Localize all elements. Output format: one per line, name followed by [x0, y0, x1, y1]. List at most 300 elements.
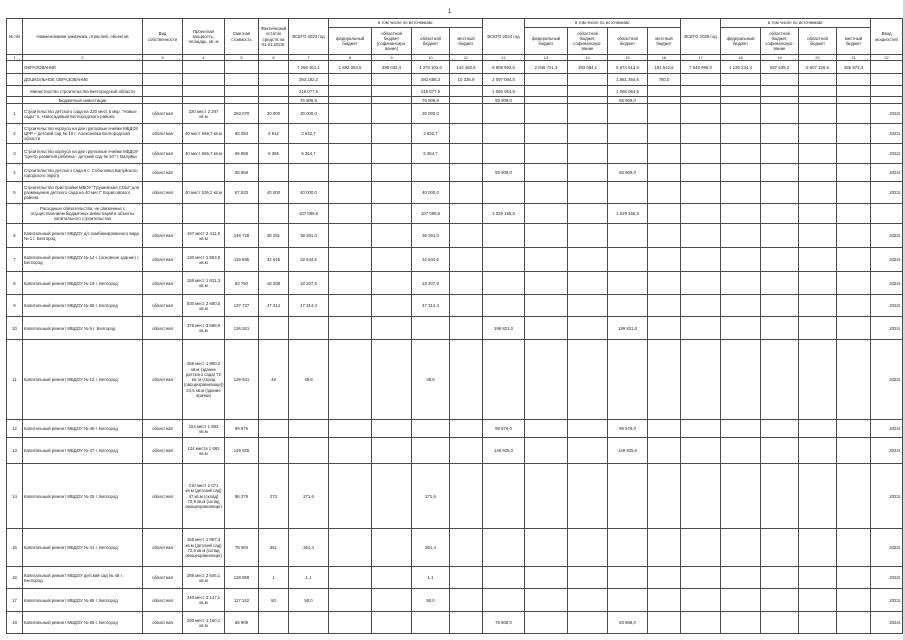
total-2024 [483, 567, 525, 589]
row-number: 12 [7, 420, 23, 438]
remaining-funds: 1 [259, 567, 289, 589]
column-number: 15 [608, 55, 648, 61]
commission-year: 2022г. [871, 124, 903, 144]
header-capacity: Проектная мощность, площадь, кв. м [183, 19, 225, 55]
empty-cell [525, 224, 568, 248]
total-2024 [483, 124, 525, 144]
regional-2023: 47 314,4 [412, 295, 450, 317]
amount-cell: 1 065 064,5 [483, 86, 525, 97]
empty-cell [871, 74, 903, 86]
empty-cell [648, 612, 681, 634]
empty-cell [681, 612, 721, 634]
remaining-funds: 2 912 [259, 124, 289, 144]
estimated-cost: 56 868 [225, 144, 259, 164]
regional-2023: 1,1 [412, 567, 450, 589]
amount-cell [450, 97, 483, 104]
total-2023: 40 000,0 [289, 182, 329, 204]
total-2023: 107 099,6 [289, 204, 329, 224]
empty-cell [183, 61, 225, 74]
empty-cell [871, 61, 903, 74]
empty-cell [183, 204, 225, 224]
empty-cell [183, 86, 225, 97]
commission-year: 2023г. [871, 104, 903, 124]
empty-cell [329, 612, 372, 634]
empty-cell [681, 272, 721, 295]
regional-2024: 83 868,0 [608, 612, 648, 634]
table-row [7, 317, 903, 340]
empty-cell [681, 464, 721, 529]
column-number: 9 [372, 55, 412, 61]
empty-cell [799, 144, 837, 164]
empty-cell [568, 144, 608, 164]
empty-cell [568, 182, 608, 204]
empty-cell [799, 104, 837, 124]
amount-cell: 393 084,1 [568, 61, 608, 74]
amount-cell [837, 86, 871, 97]
amount-cell [761, 74, 799, 86]
empty-cell [837, 340, 871, 420]
empty-cell [837, 182, 871, 204]
regional-2024 [608, 182, 648, 204]
empty-cell [568, 248, 608, 272]
empty-cell [329, 204, 372, 224]
subsection-row [7, 204, 903, 224]
empty-cell [721, 295, 761, 317]
remaining-funds: 32 645 [259, 248, 289, 272]
remaining-funds [259, 612, 289, 634]
empty-cell [648, 464, 681, 529]
total-2023: 38 291,0 [289, 224, 329, 248]
header-local-2023: местный бюджет [450, 28, 483, 55]
empty-cell [7, 86, 23, 97]
regional-2023 [412, 164, 450, 182]
object-name: Капитальный ремонт МБДОУ № 12 г. Белгород [23, 340, 143, 420]
row-number: 2 [7, 124, 23, 144]
header-ownership: Вид собственности [143, 19, 183, 55]
header-cofin-2024: областной бюджет, софинансиро-вание [568, 28, 608, 55]
remaining-funds [259, 164, 289, 182]
empty-cell [761, 224, 799, 248]
empty-cell [525, 567, 568, 589]
empty-cell [568, 612, 608, 634]
empty-cell [799, 529, 837, 567]
empty-cell [761, 295, 799, 317]
amount-cell [648, 86, 681, 97]
empty-cell [837, 204, 871, 224]
empty-cell [450, 438, 483, 464]
row-number: 13 [7, 438, 23, 464]
amount-cell: 10 336,9 [450, 74, 483, 86]
ownership: областная [143, 567, 183, 589]
budget-table [6, 18, 903, 634]
total-2023: 271,6 [289, 464, 329, 529]
object-name: Строительство корпуса на две групповые ячейки МБДОУ "Центр развития ребёнка - детский сад № 10" г. Валуйки [23, 144, 143, 164]
empty-cell [225, 61, 259, 74]
subsection-name: Расходные обязательства, не связанные с осуществлением бюджетных инвестиций в объекты капитального строительства [23, 204, 143, 224]
object-name: Строительство детского сада в с. Соболевка Валуйского городского округа [23, 164, 143, 182]
amount-cell [837, 97, 871, 104]
empty-cell [681, 295, 721, 317]
amount-cell [721, 86, 761, 97]
commission-year: 2024г. [871, 164, 903, 182]
empty-cell [837, 464, 871, 529]
amount-cell: 216 077,5 [412, 86, 450, 97]
empty-cell [450, 612, 483, 634]
column-number: 7 [289, 55, 329, 61]
empty-cell [183, 74, 225, 86]
table-row [7, 224, 903, 248]
page-number: 1 [448, 9, 452, 15]
empty-cell [329, 144, 372, 164]
ownership: областная [143, 438, 183, 464]
empty-cell [799, 340, 837, 420]
table-row [7, 164, 903, 182]
amount-cell: 144 482,9 [450, 61, 483, 74]
regional-2023: 6 364,7 [412, 144, 450, 164]
total-2024: 149 925,0 [483, 438, 525, 464]
empty-cell [525, 420, 568, 438]
empty-cell [799, 124, 837, 144]
regional-2024 [608, 124, 648, 144]
estimated-cost: 65 909 [225, 612, 259, 634]
row-number: 9 [7, 295, 23, 317]
empty-cell [525, 182, 568, 204]
row-number: 18 [7, 612, 23, 634]
row-number: 4 [7, 164, 23, 182]
regional-2024: 149 925,0 [608, 438, 648, 464]
empty-cell [799, 295, 837, 317]
regional-2024 [608, 224, 648, 248]
empty-cell [681, 204, 721, 224]
header-reg-2024: областной бюджет [608, 28, 648, 55]
empty-cell [871, 204, 903, 224]
empty-cell [450, 464, 483, 529]
empty-cell [329, 567, 372, 589]
empty-cell [799, 612, 837, 634]
summary-name: Министерство строительства Белгородской области [23, 86, 143, 97]
regional-2024: 55 909,0 [608, 164, 648, 182]
object-name: Капитальный ремонт МБДОУ № 19 г. Белгород [23, 272, 143, 295]
empty-cell [681, 340, 721, 420]
empty-cell [525, 464, 568, 529]
regional-2023 [412, 420, 450, 438]
object-name: Капитальный ремонт МБДОУ № 14 г. (основное здание) г. Белгород [23, 248, 143, 272]
total-2023: 1,1 [289, 567, 329, 589]
row-number: 17 [7, 589, 23, 612]
empty-cell [837, 124, 871, 144]
empty-cell [837, 272, 871, 295]
summary-row [7, 61, 903, 74]
empty-cell [871, 97, 903, 104]
commission-year: 2023г. [871, 567, 903, 589]
total-2023: 361,4 [289, 529, 329, 567]
empty-cell [525, 272, 568, 295]
row-number: 11 [7, 340, 23, 420]
commission-year: 2023г. [871, 295, 903, 317]
object-name: Строительство детского сада на 220 мест в мкр. "Новые сады" п. Новосадовый Белгородского района [23, 104, 143, 124]
empty-cell [681, 248, 721, 272]
commission-year: 2023г. [871, 529, 903, 567]
empty-cell [143, 61, 183, 74]
column-number: 21 [837, 55, 871, 61]
empty-cell [681, 144, 721, 164]
table-row [7, 612, 903, 634]
empty-cell [761, 464, 799, 529]
column-number: 10 [412, 55, 450, 61]
total-2023: 18 207,6 [289, 272, 329, 295]
amount-cell: 55 909,0 [483, 97, 525, 104]
commission-year: 2024г. [871, 420, 903, 438]
empty-cell [837, 438, 871, 464]
column-number: 2 [23, 55, 143, 61]
summary-name: ДОШКОЛЬНОЕ ОБРАЗОВАНИЕ [23, 74, 143, 86]
empty-cell [225, 97, 259, 104]
total-2023: 48,9 [289, 340, 329, 420]
ownership: областная [143, 340, 183, 420]
amount-cell [525, 74, 568, 86]
column-number: 22 [871, 55, 903, 61]
empty-cell [648, 420, 681, 438]
empty-cell [837, 164, 871, 182]
empty-cell [799, 224, 837, 248]
table-row [7, 340, 903, 420]
header-cost: Сметная стоимость [225, 19, 259, 55]
empty-cell [525, 144, 568, 164]
empty-cell [648, 589, 681, 612]
commission-year: 2023г. [871, 589, 903, 612]
estimated-cost: 128 859 [225, 567, 259, 589]
amount-cell: 1 135 234,4 [721, 61, 761, 74]
empty-cell [648, 182, 681, 204]
empty-cell [648, 295, 681, 317]
amount-cell [329, 97, 372, 104]
empty-cell [799, 438, 837, 464]
empty-cell [450, 340, 483, 420]
empty-cell [799, 420, 837, 438]
empty-cell [329, 224, 372, 248]
empty-cell [721, 124, 761, 144]
capacity: 288 мест 2 645,1 кв.м [183, 567, 225, 589]
empty-cell [372, 438, 412, 464]
remaining-funds: 18 208 [259, 272, 289, 295]
empty-cell [225, 204, 259, 224]
empty-cell [372, 420, 412, 438]
empty-cell [225, 86, 259, 97]
empty-cell [837, 104, 871, 124]
ownership: областная [143, 104, 183, 124]
capacity: 154 мест 1 592 кв.м [183, 420, 225, 438]
estimated-cost: 86 279 [225, 464, 259, 529]
empty-cell [681, 182, 721, 204]
regional-2023: 40 000,0 [412, 182, 450, 204]
empty-cell [225, 74, 259, 86]
empty-cell [329, 248, 372, 272]
total-2023: 32 644,6 [289, 248, 329, 272]
empty-cell [837, 567, 871, 589]
total-2023 [289, 317, 329, 340]
object-name: Капитальный ремонт МБДОУ № 25 г. Белгород [23, 464, 143, 529]
empty-cell [837, 529, 871, 567]
estimated-cost: 137 737 [225, 295, 259, 317]
header-name: Наименование заказчика, отраслей, объектов [23, 19, 143, 55]
empty-cell [568, 340, 608, 420]
empty-cell [681, 529, 721, 567]
empty-cell [372, 317, 412, 340]
amount-cell [525, 97, 568, 104]
empty-cell [329, 317, 372, 340]
remaining-funds: 47 314 [259, 295, 289, 317]
amount-cell [372, 74, 412, 86]
empty-cell [761, 317, 799, 340]
regional-2024 [608, 589, 648, 612]
column-number: 1 [7, 55, 23, 61]
commission-year: 2024г. [871, 612, 903, 634]
amount-cell: 9 908 993,6 [483, 61, 525, 74]
total-2024 [483, 340, 525, 420]
regional-2023: 107 099,6 [412, 204, 450, 224]
summary-row [7, 86, 903, 97]
empty-cell [143, 74, 183, 86]
empty-cell [568, 164, 608, 182]
empty-cell [143, 97, 183, 104]
commission-year: 2023г. [871, 340, 903, 420]
regional-2024: 1 029 155,5 [608, 204, 648, 224]
amount-cell [568, 74, 608, 86]
empty-cell [7, 204, 23, 224]
empty-cell [761, 272, 799, 295]
amount-cell: 55 909,0 [608, 97, 648, 104]
total-2024: 99 576,0 [483, 420, 525, 438]
table-row [7, 567, 903, 589]
ownership: областная [143, 589, 183, 612]
empty-cell [329, 420, 372, 438]
empty-cell [648, 529, 681, 567]
total-2024 [483, 295, 525, 317]
empty-cell [372, 182, 412, 204]
empty-cell [837, 248, 871, 272]
ownership: областная [143, 612, 183, 634]
regional-2023: 48,9 [412, 340, 450, 420]
amount-cell [837, 74, 871, 86]
empty-cell [329, 529, 372, 567]
empty-cell [372, 567, 412, 589]
capacity: 40 мест 666,7 кв.м [183, 144, 225, 164]
commission-year: 2024г. [871, 438, 903, 464]
empty-cell [761, 164, 799, 182]
total-2023 [289, 164, 329, 182]
empty-cell [837, 317, 871, 340]
row-number: 6 [7, 224, 23, 248]
commission-year: 2023г. [871, 224, 903, 248]
ownership: областная [143, 164, 183, 182]
empty-cell [799, 248, 837, 272]
empty-cell [761, 612, 799, 634]
amount-cell [648, 97, 681, 104]
header-group-2025: в том числе по источникам: [721, 19, 871, 28]
amount-cell: 393 182,2 [289, 74, 329, 86]
empty-cell [329, 589, 372, 612]
object-name: Капитальный ремонт МБДОУ № 86 г. Белгород [23, 589, 143, 612]
ownership: областная [143, 464, 183, 529]
regional-2023: 361,4 [412, 529, 450, 567]
capacity: 40 мест 536,2 кв.м [183, 182, 225, 204]
total-2024 [483, 248, 525, 272]
empty-cell [837, 295, 871, 317]
table-row [7, 529, 903, 567]
table-row [7, 438, 903, 464]
empty-cell [721, 272, 761, 295]
empty-cell [372, 224, 412, 248]
regional-2024 [608, 529, 648, 567]
column-number: 19 [761, 55, 799, 61]
amount-cell: 76 806,9 [412, 97, 450, 104]
empty-cell [143, 86, 183, 97]
ownership: областная [143, 295, 183, 317]
empty-cell [761, 567, 799, 589]
empty-cell [761, 420, 799, 438]
empty-cell [329, 295, 372, 317]
column-number: 11 [450, 55, 483, 61]
empty-cell [721, 248, 761, 272]
empty-cell [525, 589, 568, 612]
empty-cell [648, 272, 681, 295]
amount-cell [568, 97, 608, 104]
amount-cell: 2 097 084,5 [483, 74, 525, 86]
empty-cell [450, 420, 483, 438]
column-number: 5 [225, 55, 259, 61]
empty-cell [372, 164, 412, 182]
empty-cell [525, 529, 568, 567]
remaining-funds: 38 291 [259, 224, 289, 248]
estimated-cost: 146 729 [225, 224, 259, 248]
regional-2023: 32 644,6 [412, 248, 450, 272]
empty-cell [525, 164, 568, 182]
empty-cell [681, 224, 721, 248]
empty-cell [761, 182, 799, 204]
table-row [7, 272, 903, 295]
estimated-cost: 129 941 [225, 340, 259, 420]
estimated-cost: 83 750 [225, 272, 259, 295]
estimated-cost: 263 070 [225, 104, 259, 124]
empty-cell [721, 317, 761, 340]
empty-cell [450, 248, 483, 272]
empty-cell [372, 124, 412, 144]
empty-cell [525, 295, 568, 317]
header-local-2025: местный бюджет [837, 28, 871, 55]
total-2024: 55 909,0 [483, 164, 525, 182]
empty-cell [648, 204, 681, 224]
empty-cell [871, 86, 903, 97]
table-body [7, 61, 903, 634]
column-number: 6 [259, 55, 289, 61]
empty-cell [450, 529, 483, 567]
ownership: областная [143, 124, 183, 144]
regional-2023: 2 632,7 [412, 124, 450, 144]
regional-2023: 30 000,0 [412, 104, 450, 124]
empty-cell [799, 567, 837, 589]
empty-cell [761, 204, 799, 224]
capacity: 130 мест 1 863,9 кв.м [183, 248, 225, 272]
commission-year: 2023г. [871, 464, 903, 529]
empty-cell [450, 224, 483, 248]
table-row [7, 144, 903, 164]
total-2023: 30 000,0 [289, 104, 329, 124]
empty-cell [837, 144, 871, 164]
regional-2023: 18 207,6 [412, 272, 450, 295]
empty-cell [648, 164, 681, 182]
total-2024 [483, 224, 525, 248]
regional-2024 [608, 464, 648, 529]
